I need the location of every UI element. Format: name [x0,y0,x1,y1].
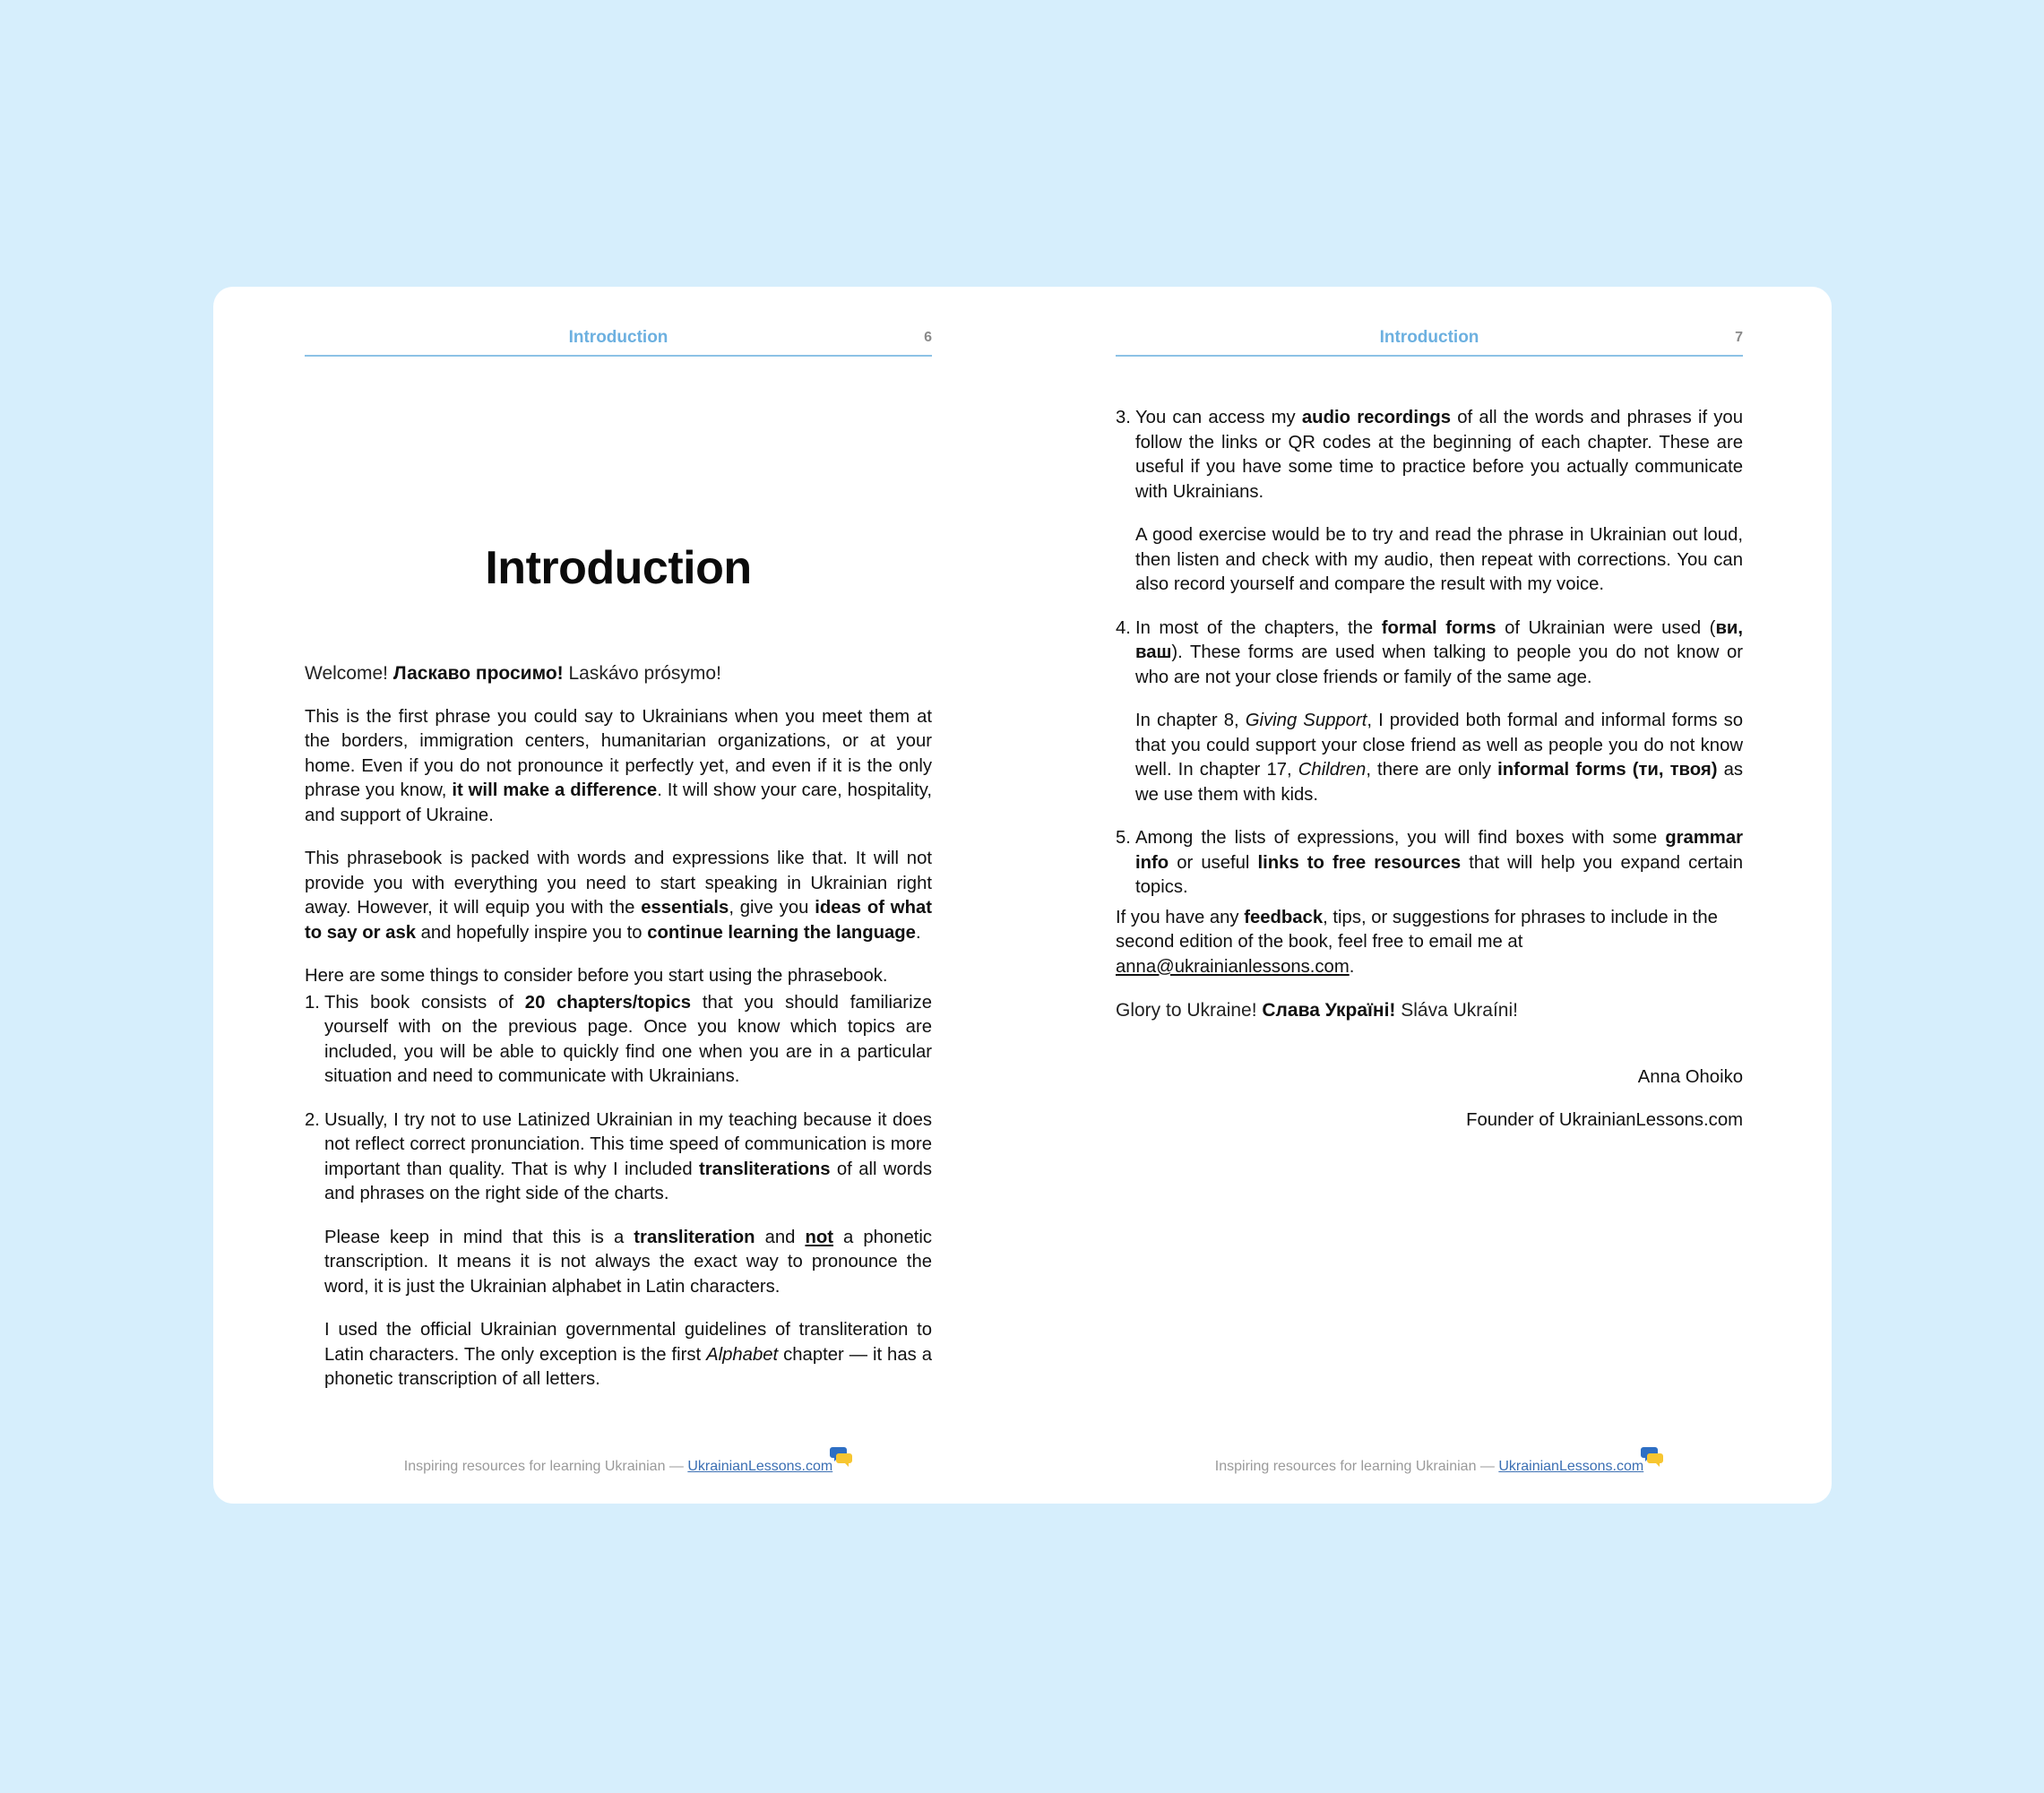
page-number: 7 [1735,330,1743,345]
welcome-line: Welcome! Ласкаво просимо! Laskávo prósymo! [305,663,721,684]
page-number: 6 [924,330,932,345]
footer-link[interactable]: UkrainianLessons.com [687,1459,833,1474]
paragraph: This phrasebook is packed with words and expressions like that. It will not provide you with everything you need to start speaking in Ukrainian right away. However, it will equip you with the essentials, give you ideas of what to say or ask and hopefully inspire you to continue learning the language. [305,849,932,943]
list-item: 4. In most of the chapters, the formal forms of Ukrainian were used (ви, ваш). These forms are used when talking to people you do not know or who are not your close friends or family of the same age. In chapter 8, Giving Support, I provided both formal and informal forms so that you could support your close friend as well as people you do not know well. In chapter 17, Children, there are only informal forms (ти, твоя) as we use them with kids. [1116,617,1744,805]
paragraph: Here are some things to consider before you start using the phrasebook. [305,966,888,986]
list-item: 5. Among the lists of expressions, you will find boxes with some grammar info or useful links to free resources that will help you expand certain topics. [1116,828,1743,897]
ukrainianlessons-logo-icon [830,1444,853,1468]
page-footer: Inspiring resources for learning Ukrainian — UkrainianLessons.com [403,1459,833,1474]
closing-line: Glory to Ukraine! Слава Україні! Sláva Ukraíni! [1116,1000,1518,1021]
header-title: Introduction [568,328,668,347]
intro-text [1116,406,1743,1152]
page-header [305,324,932,357]
list-item: 1. This book consists of 20 chapters/topics that you should familiarize yourself with on the previous page. Once you know which topics are included, you will be able to quickly find one when you are in a particular situation and need to communicate with Ukrainians. [305,992,932,1086]
intro-text [305,661,932,1411]
footer-link[interactable]: UkrainianLessons.com [1498,1459,1644,1474]
book-spread [213,287,1832,1504]
signature-name: Anna Ohoiko [1637,1066,1743,1087]
page-right [1116,287,1743,1504]
signature-title: Founder of UkrainianLessons.com [1466,1110,1743,1130]
page-title: Introduction [485,542,752,594]
header-title: Introduction [1379,328,1479,347]
paragraph: This is the first phrase you could say to Ukrainians when you meet them at the borders, immigration centers, humanitarian organizations, or at your home. Even if you do not pronounce it perfectly yet, and even if it is the only phrase you know, it will make a difference. It will show your care, hospitality, and support of Ukraine. [305,706,932,825]
page-header [1116,324,1743,357]
email-link[interactable]: anna@ukrainianlessons.com [1116,956,1350,977]
list-item: 2. Usually, I try not to use Latinized Ukrainian in my teaching because it does not reflect correct pronunciation. This time speed of communication is more important than quality. That is why I included transliterations of all words and phrases on the right side of the charts. Please keep in mind that this is a transliteration and not a phonetic transcription. It means it is not always the exact way to pronounce the word, it is just the Ukrainian alphabet in Latin characters. I used the official Ukrainian governmental guidelines of transliteration to Latin characters. The only exception is the first Alphabet chapter — it has a phonetic transcription of all letters. [305,1109,933,1389]
page-footer: Inspiring resources for learning Ukrainian — UkrainianLessons.com [1214,1459,1644,1474]
feedback-paragraph: If you have any feedback, tips, or suggestions for phrases to include in the second edition of the book, feel free to email me at anna@ukrainianlessons.com. [1116,907,1718,977]
ukrainianlessons-logo-icon [1641,1444,1664,1468]
list-item: 3. You can access my audio recordings of all the words and phrases if you follow the links or QR codes at the beginning of each chapter. These are useful if you have some time to practice before you actually communicate with Ukrainians. A good exercise would be to try and read the phrase in Ukrainian out loud, then listen and check with my audio, then repeat with corrections. You can also record yourself and compare the result with my voice. [1116,408,1743,594]
page-left [305,287,932,1504]
